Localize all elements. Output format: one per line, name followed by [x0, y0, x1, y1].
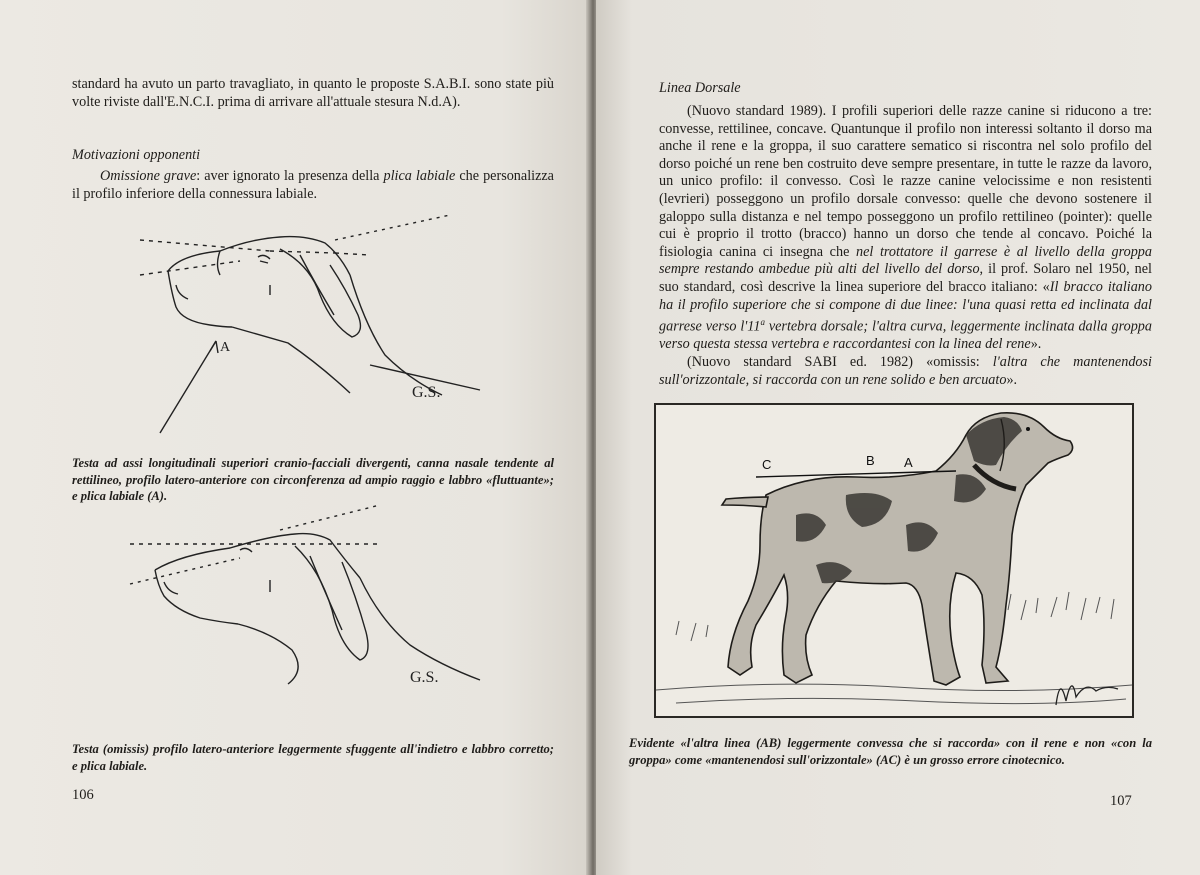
- figure2-label-gs: G.S.: [410, 669, 439, 686]
- intro-paragraph: [72, 76, 554, 111]
- figure1-label-a: A: [220, 340, 231, 355]
- right-page: [596, 0, 1200, 875]
- left-page: [0, 0, 590, 875]
- p1-italic-3: vertebra dorsale; l'altra curva, leggermente inclinata dalla groppa verso questa stessa vertebra e raccordantesi con la linea del rene: [659, 318, 1152, 353]
- p1-superscript: a: [760, 317, 765, 328]
- bracco-illustration: [654, 403, 1134, 718]
- p2-text-a: (Nuovo standard SABI ed. 1982) «omissis:: [687, 354, 993, 371]
- fault-label: Omissione grave: [100, 168, 197, 184]
- fault-text-b: che personalizza il profilo inferiore della connessura labiale.: [72, 168, 554, 202]
- dog-label-b: B: [866, 453, 875, 468]
- p1-text-a: (Nuovo standard 1989). I profili superiori delle razze canine si riducono a tre: convesse, rettilinee, concave. Quantunque il profilo non interessi soltanto il dorso ma anche il rene e la groppa, il suo carattere sematico si riscontra nel solo profilo del dorso poiché un rene ben costruito deve sempre presentare, in tutte le razze da lavoro, un unico profilo: il convesso. Così le razze canine velocissime e non resistenti (levrieri) posseggono un profilo dorsale convesso: quelle che devono sostenere il galoppo sulla distanza e nel tempo posseggono un profilo rettilineo (pointer): quelle cui è proprio il trotto (bracco) hanno un dorso che tende al concavo. Poiché la fisiologia canina ci insegna che: [659, 103, 1152, 260]
- paragraph-2: [659, 354, 1152, 389]
- head-figure-1: [120, 215, 540, 445]
- p2-italic: l'altra che mantenendosi sull'orizzontale, si raccorda con un rene solido e ben arcuato: [659, 354, 1152, 388]
- dog-label-c: C: [762, 457, 772, 472]
- caption-2: Testa (omissis) profilo latero-anteriore leggermente sfuggente all'indietro e labbro corretto; e plica labiale.: [72, 742, 554, 773]
- figure1-label-gs: G.S.: [412, 384, 441, 401]
- p1-italic-1: nel trottatore il garrese è al livello della groppa sempre restando ambedue più alti del livello del dorso: [659, 243, 1152, 278]
- fault-text: [72, 168, 554, 203]
- dog-label-a: A: [904, 455, 913, 470]
- head-figure-2: [120, 500, 520, 700]
- page-number-right: 107: [1110, 793, 1132, 809]
- dog-drawing: [656, 405, 1132, 716]
- fault-term: plica labiale: [383, 168, 456, 184]
- dog-caption: Evidente «l'altra linea (AB) leggermente convessa che si raccorda» con il rene e non «con la groppa» come «mantenendosi sull'orizzontale» (AC) è un grosso errore cinotecnico.: [629, 736, 1152, 767]
- p2-text-b: ».: [1006, 371, 1018, 388]
- caption-1: Testa ad assi longitudinali superiori cranio-facciali divergenti, canna nasale tendente al rettilineo, profilo latero-anteriore con circonferenza ad ampio raggio e labbro «fluttuante»; e plica labiale (A).: [72, 456, 554, 503]
- right-section-heading: Linea Dorsale: [659, 80, 741, 96]
- dorsal-line-text: [659, 103, 1152, 389]
- fault-paragraph: [72, 168, 554, 203]
- page-number-left: 106: [72, 787, 94, 803]
- p1-italic-2: Il bracco italiano ha il profilo superiore che si compone di due linee: l'una quasi retta ed inclinata dal garrese verso l'11: [659, 278, 1152, 335]
- paragraph-1: [659, 103, 1152, 354]
- p1-text-c: ».: [1030, 336, 1042, 353]
- fault-text-a: : aver ignorato la presenza della: [196, 168, 384, 184]
- left-section-heading: Motivazioni opponenti: [72, 147, 201, 163]
- p1-text-b: , il prof. Solaro nel 1950, nel suo standard, così descrive la linea superiore del bracco italiano: «: [659, 261, 1152, 295]
- head-drawing-1: [120, 215, 540, 445]
- intro-text: standard ha avuto un parto travagliato, in quanto le proposte S.A.B.I. sono state più volte riviste dall'E.N.C.I. prima di arrivare all'attuale stesura N.d.A).: [72, 76, 554, 110]
- head-drawing-2: [120, 500, 520, 700]
